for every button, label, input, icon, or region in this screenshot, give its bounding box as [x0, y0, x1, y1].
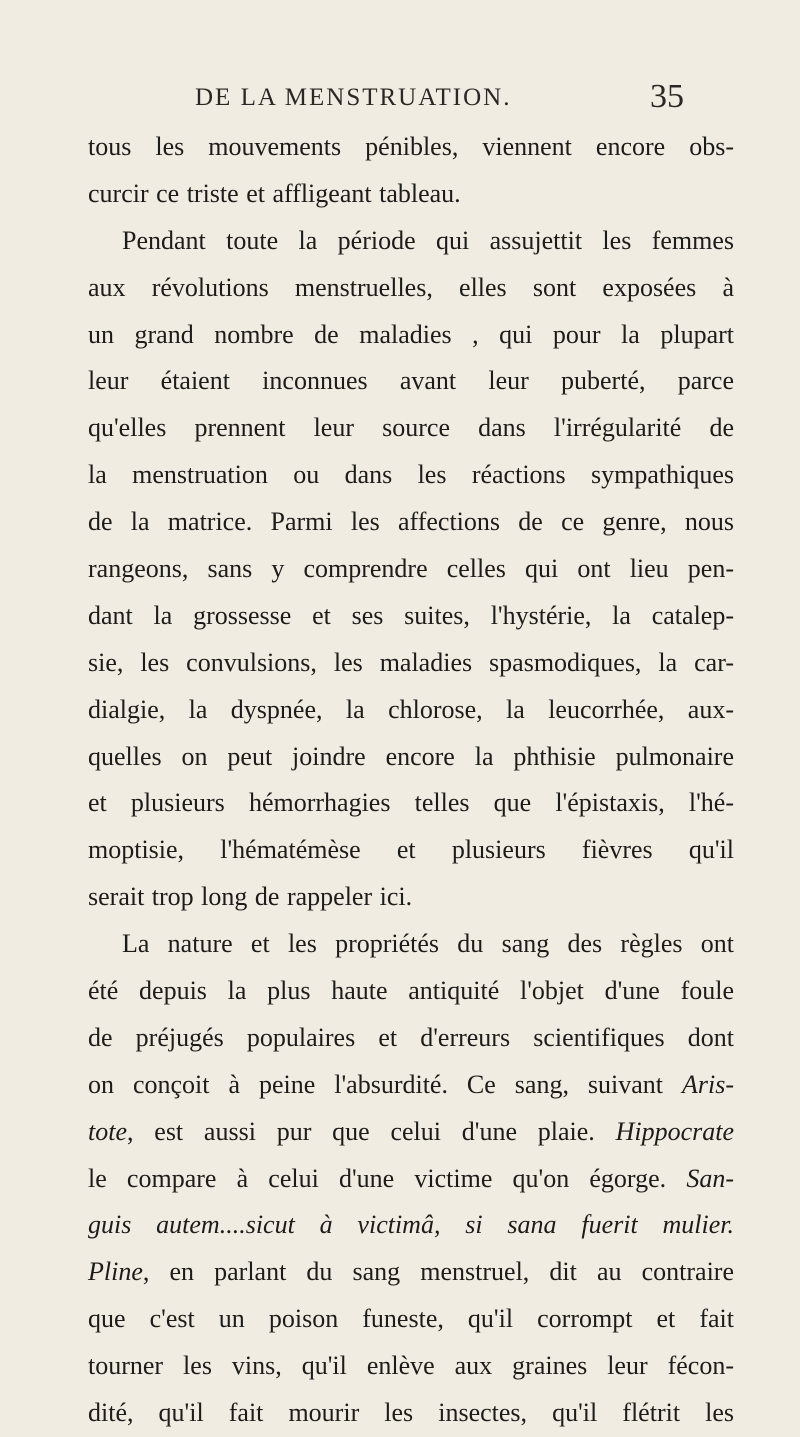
- text-line: dité, qu'il fait mourir les insectes, qu'il flétrit les: [88, 1398, 734, 1428]
- text-run-italic: guis autem....sicut à victimâ, si sana fuerit mulier.: [88, 1210, 734, 1240]
- text-line: [88, 1249, 734, 1296]
- text-run-italic: Aris-: [682, 1069, 735, 1099]
- text-line: de préjugés populaires et d'erreurs scientifiques dont: [88, 1022, 734, 1052]
- text-line: la menstruation ou dans les réactions sympathiques: [88, 460, 734, 490]
- body-text: [88, 124, 734, 1437]
- text-run-italic: San-: [686, 1163, 734, 1193]
- text-line: dant la grossesse et ses suites, l'hystérie, la catalep-: [88, 600, 734, 630]
- text-line: dialgie, la dyspnée, la chlorose, la leucorrhée, aux-: [88, 694, 734, 724]
- text-line: tous les mouvements pénibles, viennent encore obs-: [88, 132, 734, 161]
- page-number: 35: [650, 78, 684, 115]
- text-line: leur étaient inconnues avant leur puberté, parce: [88, 366, 734, 396]
- text-line: [88, 1062, 734, 1109]
- text-line: tourner les vins, qu'il enlève aux graines leur fécon-: [88, 1351, 734, 1381]
- text-run-italic: Pline: [88, 1257, 143, 1287]
- text-run: , est aussi pur que celui d'une plaie.: [127, 1116, 595, 1146]
- text-run: on conçoit à peine l'absurdité. Ce sang, suivant: [88, 1069, 664, 1099]
- text-line: quelles on peut joindre encore la phthisie pulmonaire: [88, 741, 734, 771]
- text-line: [88, 1202, 734, 1249]
- text-run: , en parlant du sang menstruel, dit au contraire: [142, 1257, 734, 1287]
- text-line: que c'est un poison funeste, qu'il corrompt et fait: [88, 1304, 734, 1334]
- text-line: un grand nombre de maladies , qui pour la plupart: [88, 319, 734, 349]
- text-run-italic: tote: [88, 1116, 127, 1146]
- text-line: été depuis la plus haute antiquité l'objet d'une foule: [88, 976, 734, 1006]
- text-line: [88, 1156, 734, 1203]
- text-line: aux révolutions menstruelles, elles sont exposées à: [88, 272, 734, 302]
- page-header: [0, 78, 800, 118]
- text-line: curcir ce triste et affligeant tableau.: [88, 178, 461, 208]
- text-line: [88, 1109, 734, 1156]
- text-line: serait trop long de rappeler ici.: [88, 882, 413, 912]
- text-line: Pendant toute la période qui assujettit les femmes: [122, 225, 734, 255]
- text-run: le compare à celui d'une victime qu'on égorge.: [88, 1163, 667, 1193]
- text-line: sie, les convulsions, les maladies spasmodiques, la car-: [88, 647, 734, 677]
- text-line: qu'elles prennent leur source dans l'irrégularité de: [88, 413, 734, 443]
- text-line: La nature et les propriétés du sang des règles ont: [122, 929, 734, 959]
- text-line: rangeons, sans y comprendre celles qui ont lieu pen-: [88, 554, 734, 584]
- running-title: DE LA MENSTRUATION.: [195, 84, 512, 111]
- text-line: moptisie, l'hématémèse et plusieurs fièvres qu'il: [88, 835, 734, 865]
- text-line: de la matrice. Parmi les affections de ce genre, nous: [88, 507, 734, 537]
- text-line: et plusieurs hémorrhagies telles que l'épistaxis, l'hé-: [88, 788, 734, 818]
- text-run-italic: Hippocrate: [615, 1116, 735, 1146]
